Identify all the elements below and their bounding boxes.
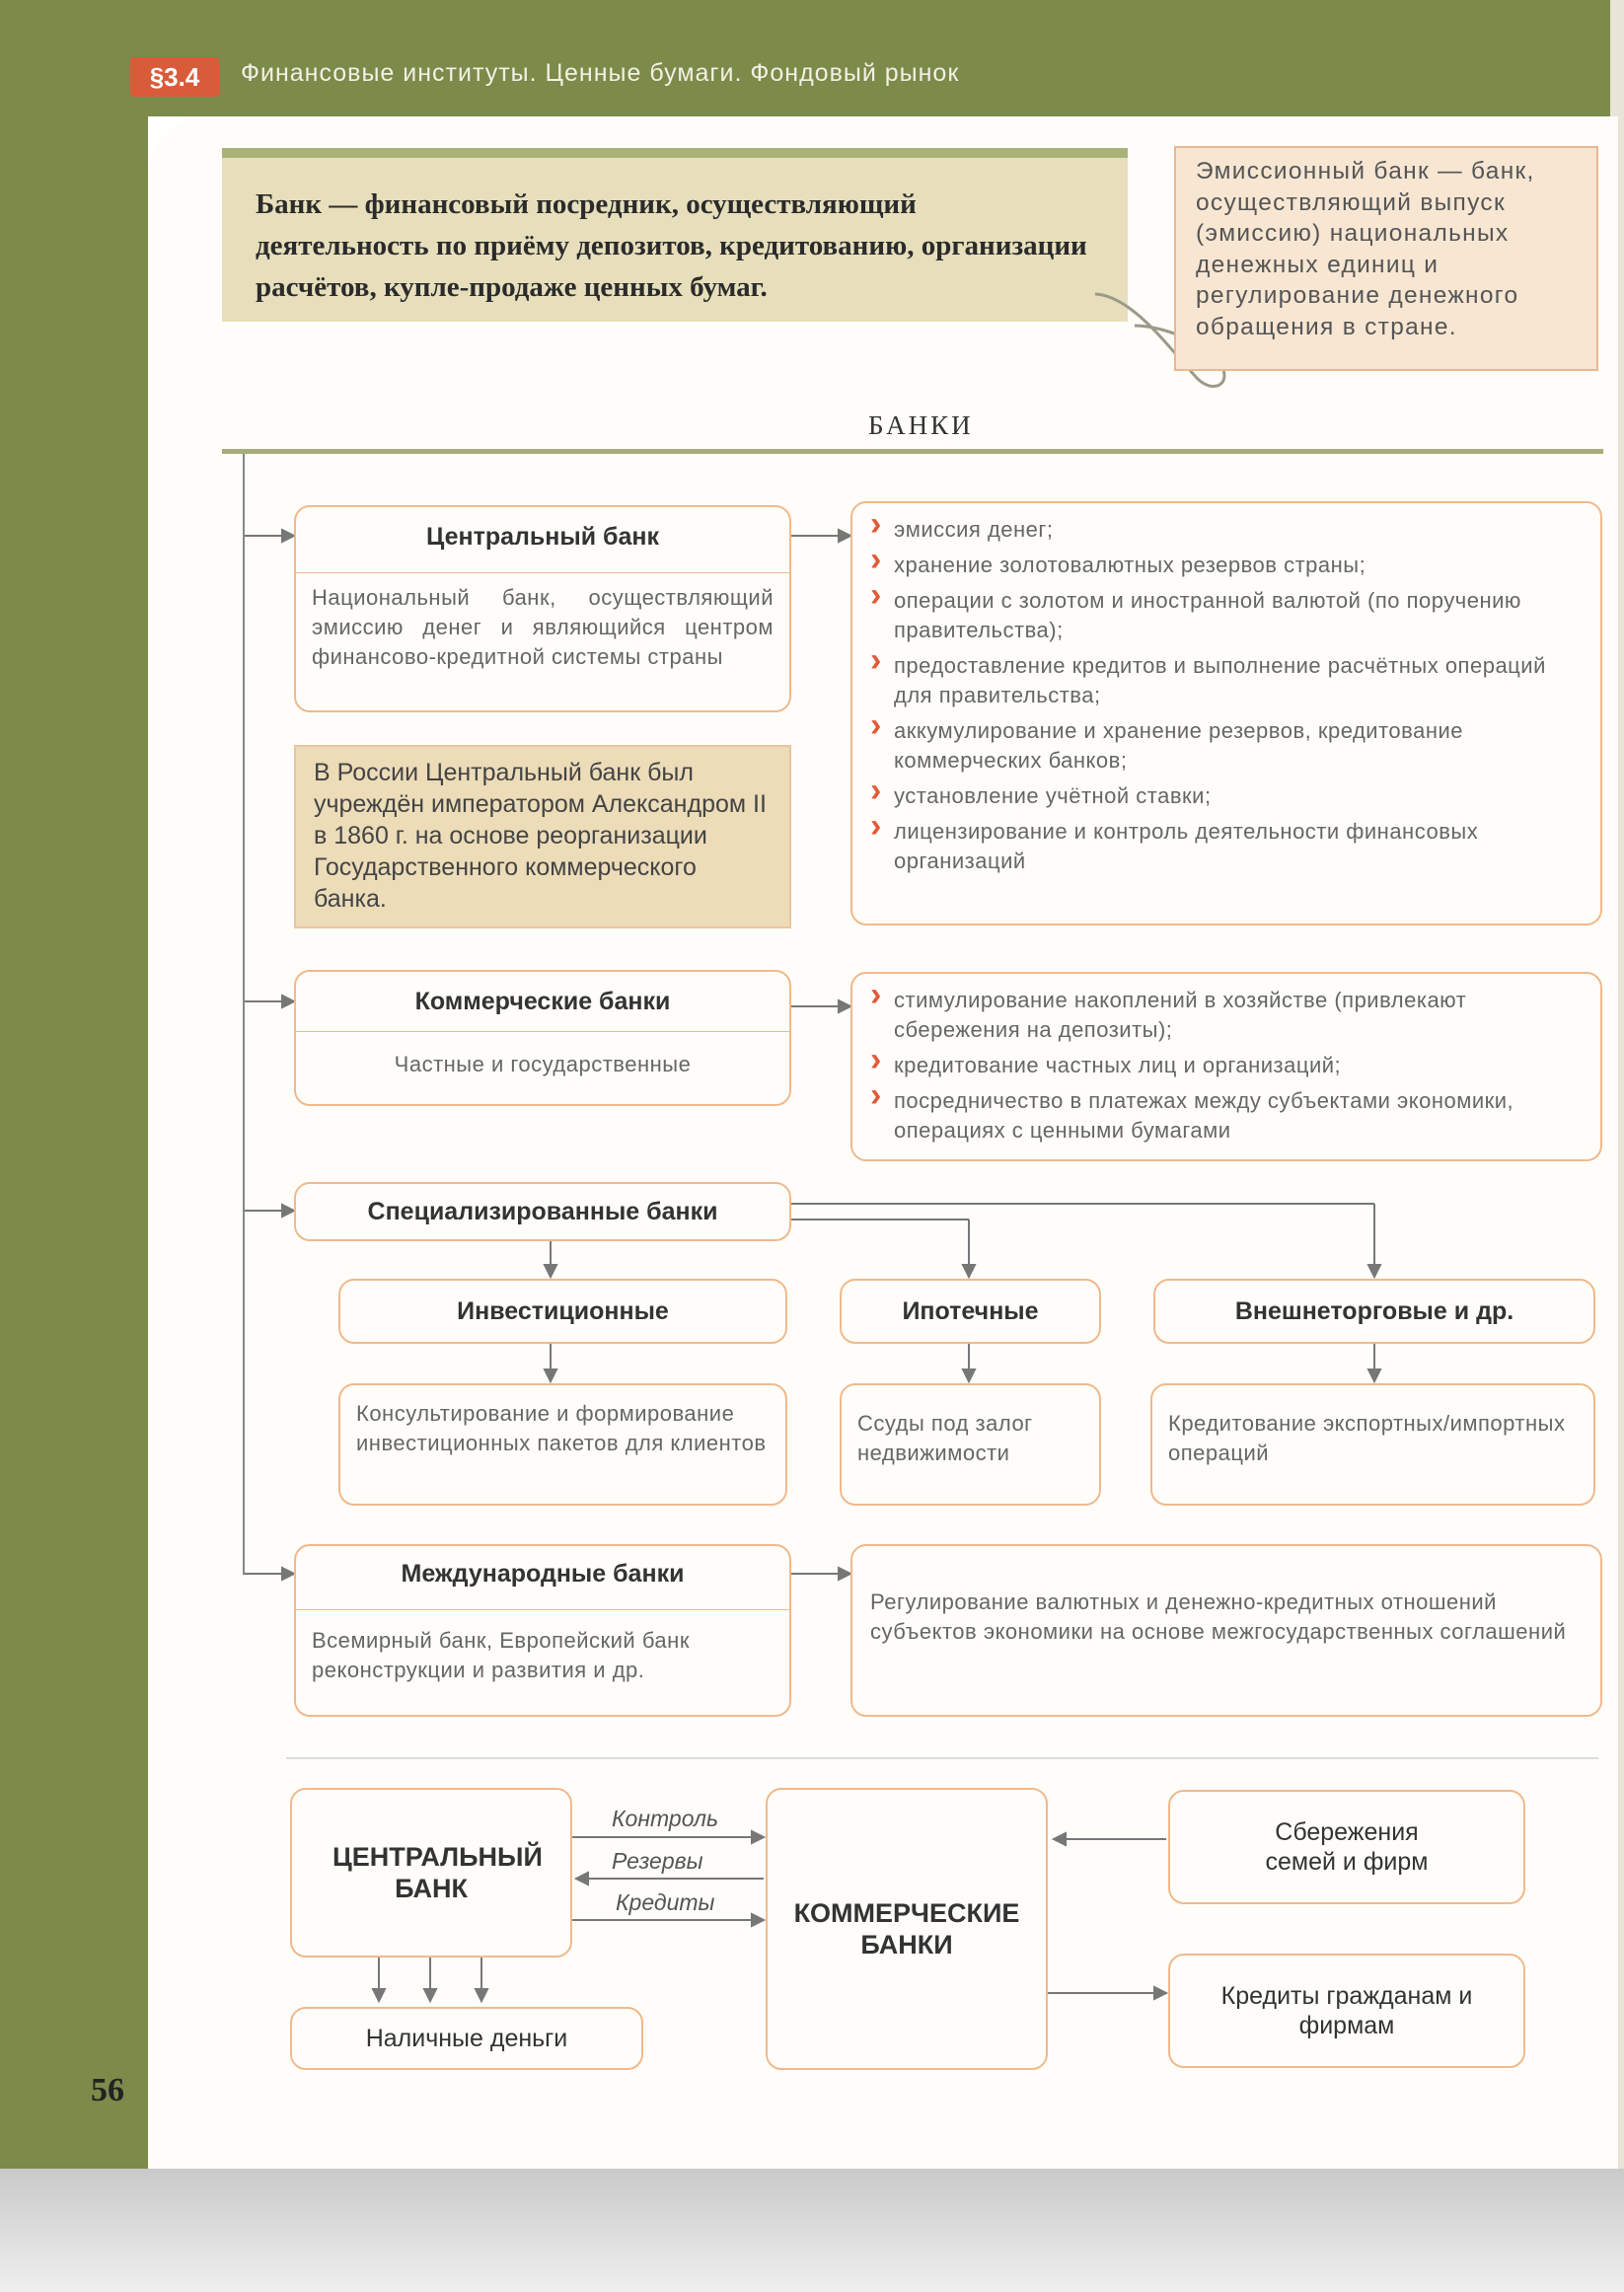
function-item: › кредитование частных лиц и организаций; <box>862 1051 1590 1080</box>
definition-text: — финансовый посредник, осуществляющий деятельность по приёму депозитов, кредитованию, организации расчётов, купле-продаже ценных бумаг. <box>256 188 1087 303</box>
function-item: › установление учётной ставки; <box>862 781 1590 811</box>
international-banks-card <box>294 1544 791 1717</box>
chapter-title: Финансовые институты. Ценные бумаги. Фондовый рынок <box>241 59 960 87</box>
central-bank-title: Центральный банк <box>426 523 659 551</box>
central-bank-description: Национальный банк, осуществляющий эмиссию денег и являющийся центром финансово-кредитной системы страны <box>312 585 774 669</box>
mortgage-banks-description: Ссуды под залог недвижимости <box>840 1383 1101 1506</box>
international-banks-title: Международные банки <box>401 1560 685 1588</box>
international-banks-description: Всемирный банк, Европейский банк реконструкции и развития и др. <box>312 1628 690 1682</box>
foreign-trade-banks-description: Кредитование экспортных/импортных операций <box>1150 1383 1595 1506</box>
specialized-banks-title: Специализированные банки <box>294 1182 791 1241</box>
flow-cash: Наличные деньги <box>290 2007 643 2070</box>
banks-heading-rule <box>222 449 1603 454</box>
page-number: 56 <box>91 2072 124 2108</box>
function-item: › посредничество в платежах между субъектами экономики, операциях с ценными бумагами <box>862 1086 1590 1146</box>
international-banks-function: Регулирование валютных и денежно-кредитных отношений субъектов экономики на основе межгосударственных соглашений <box>850 1544 1602 1717</box>
commercial-banks-functions <box>850 972 1602 1161</box>
function-item: › стимулирование накоплений в хозяйстве (привлекают сбережения на депозиты); <box>862 986 1590 1045</box>
function-item: › эмиссия денег; <box>862 515 1590 545</box>
link-credits-label: Кредиты <box>616 1889 715 1915</box>
central-bank-functions <box>850 501 1602 925</box>
flow-central-bank <box>290 1788 572 1958</box>
banks-tree-trunk <box>243 454 245 1574</box>
commercial-banks-card <box>294 970 791 1106</box>
function-item: › предоставление кредитов и выполнение расчётных операций для правительства; <box>862 651 1590 710</box>
function-item: › лицензирование и контроль деятельности финансовых организаций <box>862 817 1590 876</box>
commercial-banks-title: Коммерческие банки <box>414 988 671 1015</box>
function-item: › аккумулирование и хранение резервов, кредитование коммерческих банков; <box>862 716 1590 776</box>
commercial-banks-description: Частные и государственные <box>394 1052 692 1076</box>
link-reserves-label: Резервы <box>612 1848 703 1874</box>
mortgage-banks-title: Ипотечные <box>840 1279 1101 1344</box>
investment-banks-description: Консультирование и формирование инвестиционных пакетов для клиентов <box>338 1383 787 1506</box>
function-item: › хранение золотовалютных резервов страны; <box>862 551 1590 580</box>
flow-credits-label: Кредиты гражданам и фирмам <box>1220 1982 1473 2039</box>
section-badge: §3.4 <box>130 57 219 97</box>
banks-heading: БАНКИ <box>868 410 974 440</box>
foreign-trade-banks-title: Внешнеторговые и др. <box>1153 1279 1595 1344</box>
link-control-label: Контроль <box>612 1806 719 1831</box>
function-item: › операции с золотом и иностранной валютой (по поручению правительства); <box>862 586 1590 645</box>
flow-commercial-banks <box>766 1788 1048 2070</box>
emission-bank-note: Эмиссионный банк — банк, осуществляющий выпуск (эмиссию) национальных денежных единиц и регулирование денежного обращения в стране. <box>1174 146 1598 371</box>
flow-savings <box>1168 1790 1525 1904</box>
flow-savings-label: Сбережения семей и фирм <box>1265 1818 1429 1876</box>
central-bank-history-note: В России Центральный банк был учреждён императором Александром II в 1860 г. на основе реорганизации Государственного коммерческого банка. <box>294 745 791 928</box>
definition-term: Банк <box>256 188 323 220</box>
flow-central-bank-label: ЦЕНТРАЛЬНЫЙ БАНК <box>332 1842 543 1903</box>
flow-commercial-banks-label: КОММЕРЧЕСКИЕ БАНКИ <box>793 1898 1020 1959</box>
central-bank-card <box>294 505 791 712</box>
investment-banks-title: Инвестиционные <box>338 1279 787 1344</box>
flow-credits <box>1168 1954 1525 2068</box>
